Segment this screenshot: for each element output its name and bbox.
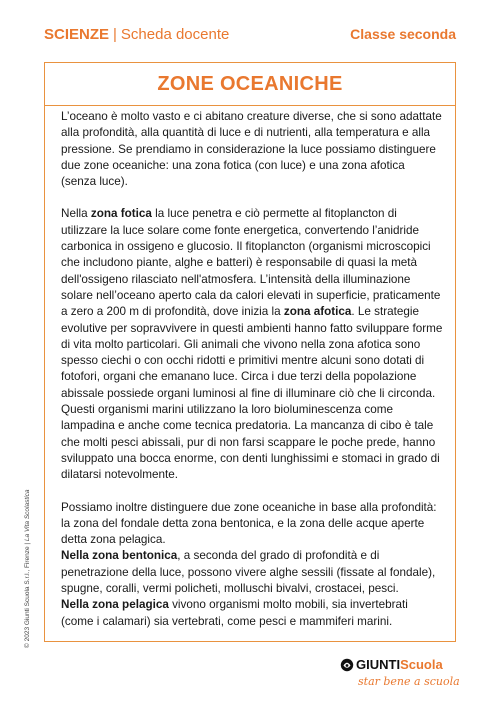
term-zona-bentonica: Nella zona bentonica (61, 549, 178, 563)
header-separator: | (113, 26, 117, 43)
giunti-logo-icon (340, 658, 354, 672)
pelagic-zone-paragraph (61, 597, 443, 630)
term-zona-fotica: zona fotica (90, 207, 152, 221)
term-zona-afotica: zona afotica (283, 305, 352, 319)
grade-label: Classe seconda (350, 26, 456, 42)
worksheet-card (44, 62, 456, 642)
document-type: Scheda docente (120, 26, 230, 43)
photic-zone-paragraph (61, 206, 443, 483)
photic-mid-text: la luce penetra e ciò permette al fitoplancton di utilizzare la luce solare come fonte energetica, convertendo l’anidride carbonica in ossigeno e glucosio. Il fitoplancton (organismi microscopici che includono piante, alghe e batteri) è responsabile di quasi la metà dell'ossigeno rilasciato nell'atmosfera. L’intensità della illuminazione solare nell’oceano aperto cala da calori elevati in superficie, praticamente a zero a 200 m di profondità, dove inizia la (61, 207, 441, 319)
giunti-scuola-logo (336, 657, 460, 697)
page-title: ZONE OCEANICHE (157, 73, 343, 95)
magazine-name: La Vita Scolastica (24, 489, 31, 542)
benthic-text: , a seconda del grado di profondità e di penetrazione della luce, possono vivere alghe sessili (fissate al fondale), spugne, coralli, vermi policheti, molluschi bivalvi, crostacei, pesci. (61, 549, 436, 596)
depth-zones-paragraph: Possiamo inoltre distinguere due zone oceaniche in base alla profondità: la zona del fondale detta zona bentonica, e la zona delle acque aperte detta zona pelagica. (61, 500, 437, 547)
subject-label (44, 26, 229, 43)
intro-paragraph: L’oceano è molto vasto e ci abitano creature diverse, che si sono adattate alla profondità, alla quantità di luce e di nutrienti, alla temperatura e alla pressione. Se prendiamo in considerazione la luce possiamo distinguere due zone oceaniche: una zona fotica (con luce) e una zona afotica (senza luce). (61, 110, 442, 189)
photic-post-text: . Le strategie evolutive per sopravvivere in questi ambienti hanno fatto sviluppare forme di vita molto particolari. Gli animali che vivono nella zona afotica sono spesso ciechi o con occhi ridotti e primitivi mentre alcuni sono dotati di fotofori, organi che emanano luce. Circa i due terzi della popolazione abissale possiede organi luminosi al fine di illuminare ciò che li circonda. Questi organismi marini utilizzano la loro bioluminescenza come lampadina e anche come tecnica predatoria. La mancanza di cibo è tale che molti pesci abissali, pur di non farsi scappare le poche prede, hanno sviluppato una bocca enorme, con denti lunghissimi e stomaci in grado di dilatarsi notevolmente. (61, 305, 443, 482)
pelagic-text: vivono organismi molto mobili, sia invertebrati (come i calamari) sia vertebrati, come pesci e mammiferi marini. (61, 598, 408, 628)
worksheet-body (61, 109, 443, 630)
copyright-text: © 2023 Giunti Scuola S.r.l., Firenze | (24, 541, 31, 648)
photic-pre-text: Nella (61, 207, 91, 221)
title-divider (45, 105, 455, 106)
copyright-credit (24, 490, 31, 648)
page-header (44, 26, 456, 48)
logo-brand-text (356, 657, 443, 672)
logo-brand-name: GIUNTI (356, 657, 401, 672)
logo-brand-suffix: Scuola (400, 657, 443, 672)
benthic-zone-paragraph (61, 548, 443, 597)
subject-name: SCIENZE (44, 26, 110, 43)
logo-tagline: star bene a scuola (358, 675, 460, 688)
term-zona-pelagica: Nella zona pelagica (61, 598, 169, 612)
